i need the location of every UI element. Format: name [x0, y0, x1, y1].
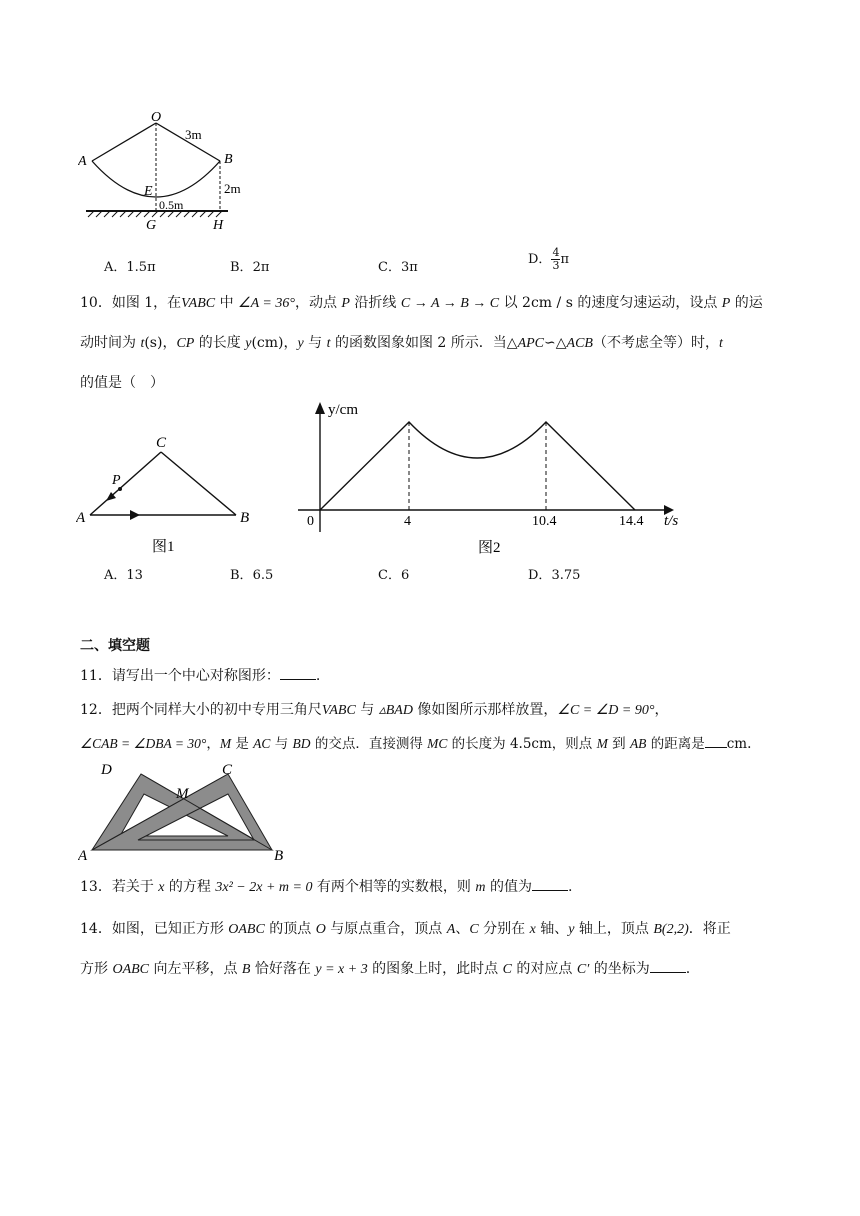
- q12-label-a: A: [78, 848, 88, 864]
- q9-option-b: [230, 256, 269, 275]
- option-letter: C．: [378, 260, 401, 275]
- option-text: 6.5: [252, 568, 274, 583]
- q9-figure: [78, 105, 278, 235]
- answer-blank[interactable]: [532, 878, 568, 891]
- q10-figure-2: [292, 392, 692, 560]
- q9-label-h: H: [213, 218, 224, 233]
- q10-line-2: 动时间为 t(s)，CP 的长度 y(cm)，y 与 t 的函数图象如图 2 所示．当△APC∽△ACB（不考虑全等）时，t: [80, 335, 723, 351]
- fig2-origin: 0: [307, 514, 314, 529]
- q14-line-1: 14．如图，已知正方形 OABC 的顶点 O 与原点重合，顶点 A、C 分别在 x 轴、y 轴上，顶点 B(2,2)．将正: [80, 921, 731, 937]
- option-letter: A．: [104, 260, 127, 275]
- q12-line-1: 12．把两个同样大小的初中专用三角尺VABC 与 ▵BAD 像如图所示那样放置，∠C = ∠D = 90°，: [80, 702, 669, 718]
- q9-label-o: O: [151, 110, 162, 125]
- option-text: 3.75: [551, 568, 581, 583]
- q14-line-2: 方形 OABC 向左平移，点 B 恰好落在 y = x + 3 的图象上时，此时点 C 的对应点 C′ 的坐标为 .: [80, 961, 691, 977]
- q9-label-b: B: [224, 152, 233, 167]
- q9-len-eg: 0.5m: [159, 198, 184, 212]
- q12-line-2: ∠CAB = ∠DBA = 30°，M 是 AC 与 BD 的交点．直接测得 MC 的长度为 4.5cm，则点 M 到 AB 的距离是 cm.: [80, 736, 752, 752]
- q10-figure-1: [76, 430, 266, 558]
- option-letter: D．: [528, 568, 552, 583]
- fig1-label-p: P: [112, 473, 121, 488]
- option-text: 6: [400, 568, 410, 583]
- answer-blank[interactable]: [650, 960, 686, 973]
- option-text: 3π: [400, 260, 418, 275]
- fraction: $\frac{4}{3}$: [552, 246, 560, 272]
- q9-label-a: A: [78, 154, 87, 169]
- fig1-label-a: A: [76, 510, 86, 526]
- fig1-label-c: C: [156, 435, 167, 451]
- q9-label-e: E: [144, 184, 153, 199]
- option-letter: A．: [104, 568, 127, 583]
- q10-option-a: [104, 564, 143, 583]
- q9-option-c: [378, 256, 418, 275]
- fig2-tick-4: 4: [404, 514, 411, 529]
- q9-len-bh: 2m: [224, 181, 241, 196]
- q11: 11．请写出一个中心对称图形： .: [80, 668, 321, 684]
- q9-option-d: [528, 247, 569, 272]
- option-text: 2π: [252, 260, 270, 275]
- option-letter: D．: [528, 252, 552, 267]
- q13: 13．若关于 x 的方程 3x² − 2x + m = 0 有两个相等的实数根，则 m 的值为 .: [80, 879, 573, 895]
- fig2-xlabel: t/s: [664, 513, 679, 529]
- q9-option-a: [104, 256, 156, 275]
- fig2-caption: 图2: [478, 540, 501, 556]
- q9-len-ob: 3m: [185, 127, 202, 142]
- fig2-ylabel: y/cm: [328, 402, 358, 418]
- q12-label-c: C: [222, 762, 233, 778]
- q10-line-1: 10．如图 1，在VABC 中 ∠A = 36°，动点 P 沿折线 C → A → B → C 以 2cm / s 的速度匀速运动，设点 P 的运: [80, 295, 763, 311]
- q12-label-b: B: [274, 848, 284, 864]
- q10-option-d: [528, 564, 580, 583]
- q12-label-d: D: [101, 762, 112, 778]
- option-letter: C．: [378, 568, 401, 583]
- answer-blank[interactable]: [280, 667, 316, 680]
- fig2-tick-14-4: 14.4: [619, 514, 644, 529]
- q12-label-m: M: [176, 786, 189, 802]
- q10-option-b: [230, 564, 273, 583]
- option-letter: B．: [230, 568, 253, 583]
- option-letter: B．: [230, 260, 253, 275]
- fig1-caption: 图1: [152, 539, 175, 555]
- section-title: 二、填空题: [80, 638, 150, 654]
- q10-line-3: 的值是（ ）: [80, 375, 164, 391]
- option-text: 1.5π: [126, 260, 156, 275]
- fig2-tick-10-4: 10.4: [532, 514, 557, 529]
- answer-blank[interactable]: [705, 735, 727, 748]
- fig1-label-b: B: [240, 510, 250, 526]
- q10-option-c: [378, 564, 409, 583]
- option-text: π: [560, 252, 569, 267]
- q9-label-g: G: [146, 218, 157, 233]
- option-text: 13: [126, 568, 143, 583]
- q12-figure: [78, 760, 298, 866]
